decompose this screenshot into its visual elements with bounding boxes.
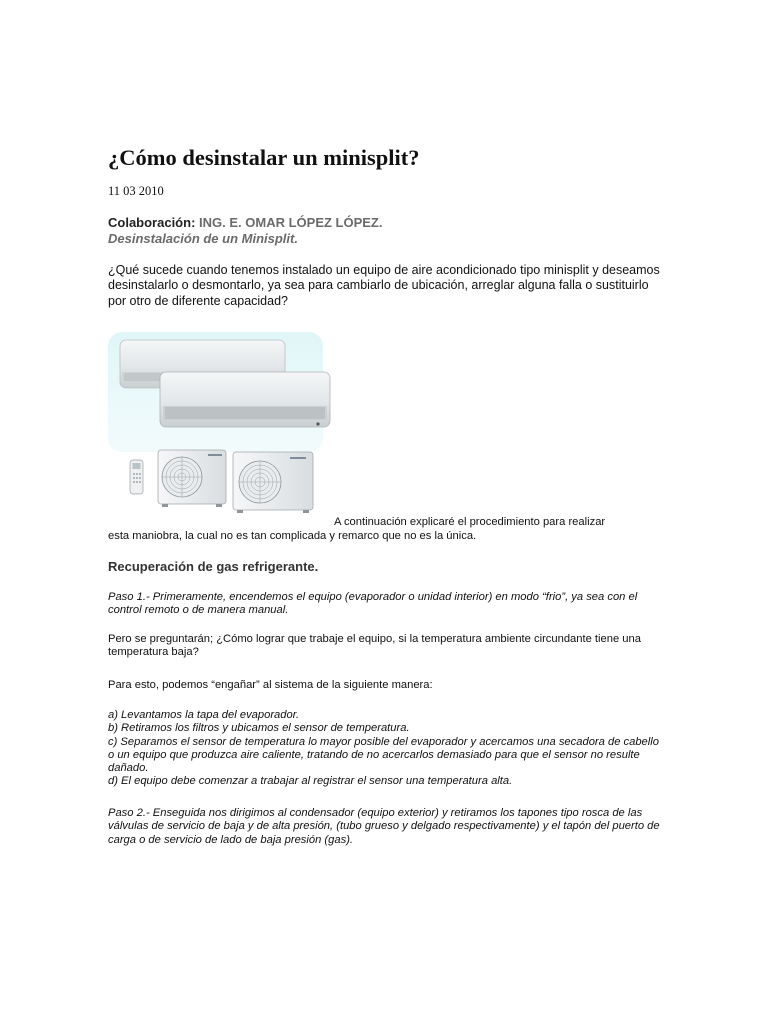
image-caption-line-2: esta maniobra, la cual no es tan complicada y remarco que no es la única. (108, 530, 477, 542)
minisplit-illustration (108, 332, 338, 517)
trick-paragraph: Para esto, podemos “engañar” al sistema de la siguiente manera: (108, 679, 433, 691)
intro-paragraph: ¿Qué sucede cuando tenemos instalado un equipo de aire acondicionado tipo minisplit y deseamos desinstalarlo o desmontarlo, ya sea para cambiarlo de ubicación, arreglar alguna falla o sustituirlo por otro de diferente capacidad? (108, 263, 660, 308)
remote-control (130, 460, 143, 494)
list-item: a) Levantamos la tapa del evaporador. (108, 709, 300, 721)
collab-author: ING. E. OMAR LÓPEZ LÓPEZ. (199, 215, 383, 230)
outdoor-unit-2 (233, 452, 313, 513)
outdoor-unit-1 (158, 450, 226, 507)
article-title: ¿Cómo desinstalar un minisplit? (108, 145, 420, 170)
collab-label: Colaboración: (108, 215, 196, 230)
indoor-unit-front (160, 372, 330, 427)
question-paragraph: Pero se preguntarán; ¿Cómo lograr que trabaje el equipo, si la temperatura ambiente circundante tiene una temperatura baja? (108, 633, 641, 659)
step-1-paragraph: Paso 1.- Primeramente, encendemos el equipo (evaporador o unidad interior) en modo “frio”, ya sea con el control remoto o de manera manual. (108, 591, 638, 617)
collab-subtitle: Desinstalación de un Minisplit. (108, 231, 298, 246)
list-item: d) El equipo debe comenzar a trabajar al registrar el sensor una temperatura alta. (108, 775, 513, 788)
list-item: b) Retiramos los filtros y ubicamos el sensor de temperatura. (108, 722, 410, 735)
procedure-list (108, 709, 668, 789)
section-heading: Recuperación de gas refrigerante. (108, 559, 319, 574)
step-2-paragraph: Paso 2.- Enseguida nos dirigimos al condensador (equipo exterior) y retiramos los tapones tipo rosca de las válvulas de servicio de baja y de alta presión, (tubo grueso y delgado respectivamente) y el tapón del puerto de carga o de servicio de lado de baja presión (gas). (108, 807, 660, 846)
list-item: c) Separamos el sensor de temperatura lo mayor posible del evaporador y acercamos una secadora de cabello o un equipo que produzca aire caliente, tratando de no acercarlos demasiado para que el sensor no resulte dañado. (108, 735, 659, 775)
image-caption-line-1: A continuación explicaré el procedimiento para realizar (334, 516, 606, 528)
article-date: 11 03 2010 (108, 184, 164, 198)
collaboration-block (108, 215, 383, 247)
